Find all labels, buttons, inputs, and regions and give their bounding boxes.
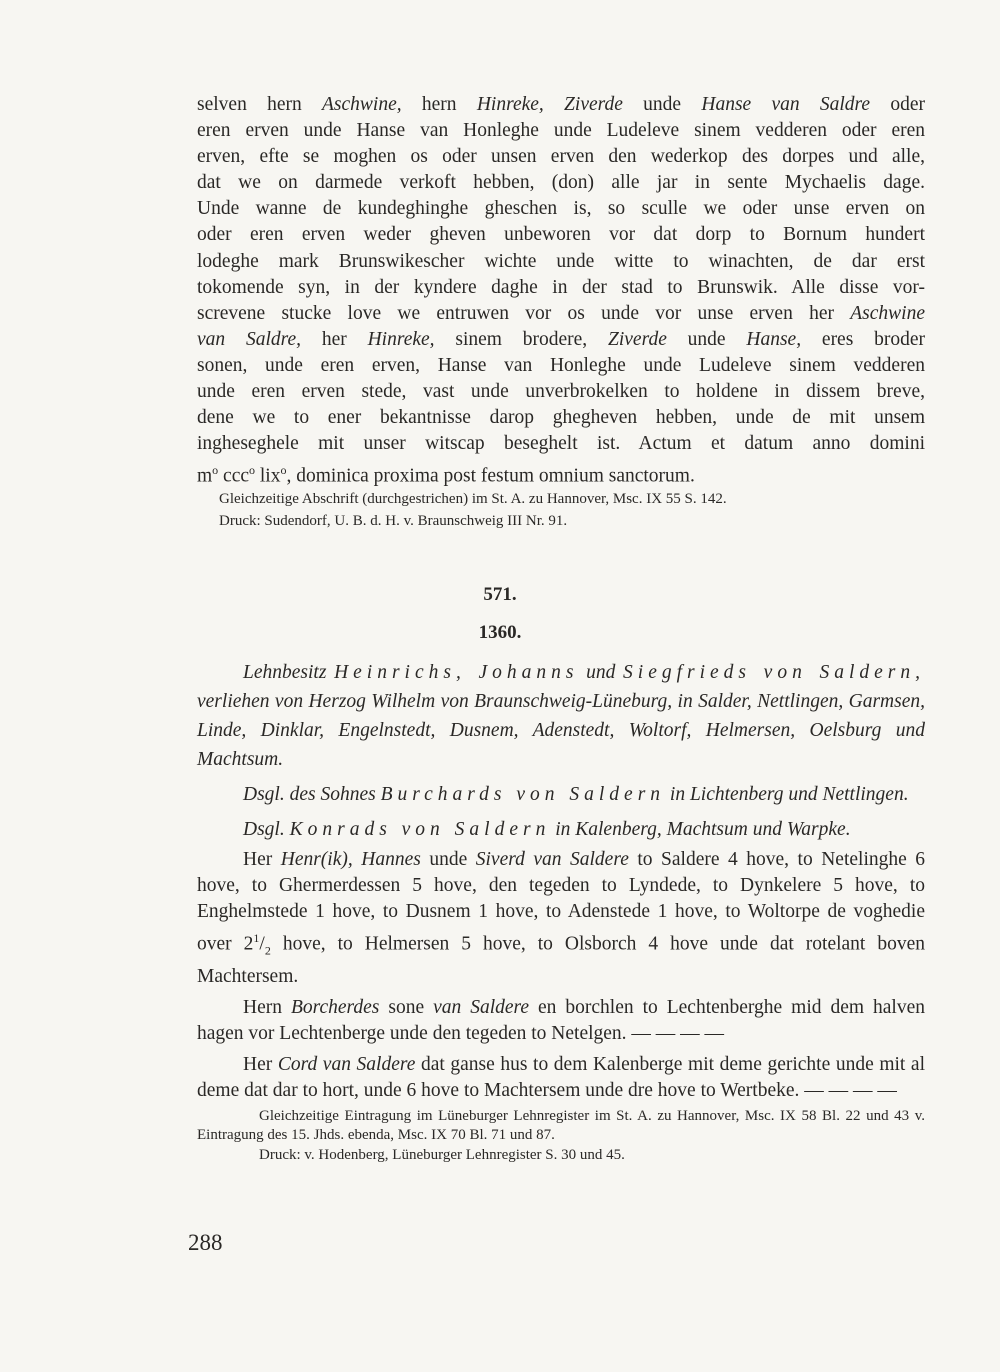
spaced-name: Heinrichs, Johanns — [334, 662, 579, 683]
continuation-text — [197, 92, 925, 490]
superscript: 1 — [253, 931, 260, 946]
entry-paragraph-3: Her Cord van Saldere dat ganse hus to dem Kalenberge mit deme gerichte unde mit al deme dat dar to hort, unde 6 hove to Machtersem unde dre hove to Wertbeke. — — — — — [197, 1054, 925, 1102]
text-line: tokomende syn, in der kyndere daghe in der stad to Brunswik. Alle disse vor- — [197, 276, 925, 298]
italic-text: Aschwine, — [322, 94, 402, 115]
entry-number: 571. — [483, 584, 517, 605]
italic-text: van Saldre, — [197, 328, 302, 350]
italic-text: Siverd van Saldere — [475, 849, 629, 870]
text-line: dene we to ener bekantnisse darop ghegheven hebben, unde de mit unsem — [197, 407, 925, 429]
text-line: van Saldre, her Hinreke, sinem brodere, Ziverde unde Hanse, eres broder — [197, 328, 926, 350]
text-line: oder eren erven weder gheven unbeworen vor dat dorp to Bornum hundert — [197, 224, 925, 246]
italic-text: Lehnbesitz — [243, 662, 335, 683]
italic-text: Ziverde — [608, 328, 667, 350]
text-line: unde eren erven stede, vast unde unverbrokelken to holdene in dissem breve, — [197, 381, 925, 403]
text-line: $m^o$ ccc$^o$ lix$^o$, dominica proxima post festum omnium sanctorum. — [197, 463, 695, 487]
regest-heading-3 — [197, 815, 925, 844]
entry-year: 1360. — [478, 622, 522, 643]
text-line: ingheseghele mit unser witscap beseghelt ist. Actum et datum anno domini — [197, 433, 925, 455]
italic-text: Henr(ik), Hannes — [280, 849, 421, 870]
continuation-body — [197, 92, 925, 490]
superscript: o — [212, 463, 219, 478]
italic-text: van Saldere — [433, 996, 530, 1018]
text-line: selven hern Aschwine, hern Hinreke, Ziverde unde Hanse van Saldre oder — [197, 94, 925, 115]
continuation-sources — [197, 489, 925, 532]
text-line: sonen, unde eren erven, Hanse van Honleghe unde Ludeleve sinem vedderen — [197, 354, 925, 376]
superscript: o — [280, 463, 287, 478]
print-note: Druck: Sudendorf, U. B. d. H. v. Braunschweig III Nr. 91. — [219, 512, 568, 529]
italic-text: Hinreke, Ziverde — [476, 94, 623, 115]
superscript: o — [249, 463, 256, 478]
italic-text: verliehen von Herzog Wilhelm von Braunschweig-Lüneburg, in Salder, Nettlingen, Garmsen, Linde, Dinklar, Engelnstedt, Dusnem, Adenstedt, Woltorf, Helmersen, Oelsburg und Machtsum. — [197, 691, 925, 770]
regest-heading-1 — [197, 658, 925, 774]
text-line: eren erven unde Hanse van Honleghe unde Ludeleve sinem vedderen oder eren — [197, 120, 925, 142]
entry-print-note: Druck: v. Hodenberg, Lüneburger Lehnregister S. 30 und 45. — [259, 1147, 625, 1164]
regest-heading-2 — [197, 780, 925, 809]
spaced-name: Konrads von Saldern — [289, 819, 551, 840]
italic-text: Dsgl. des Sohnes — [243, 784, 381, 805]
italic-text: Borcherdes — [290, 996, 380, 1018]
page-number: 288 — [188, 1230, 223, 1255]
italic-text: Dsgl. — [243, 819, 290, 840]
entry-source-note: Gleichzeitige Eintragung im Lüneburger Lehnregister im St. A. zu Hannover, Msc. IX 58 Bl. 22 und 43 v. Eintragung des 15. Jhds. ebenda, Msc. IX 70 Bl. 71 und 87. — [197, 1108, 925, 1144]
text-line: Unde wanne de kundeghinghe gheschen is, so sculle we oder unse erven on — [197, 198, 925, 220]
entry-paragraph-1: Her Henr(ik), Hannes unde Siverd van Saldere to Saldere 4 hove, to Netelinghe 6 hove, to Ghermerdessen 5 hove, den tegeden to Lyndede, to Dynkelere 5 hove, to Enghelmstede 1 hove, to Dusnem 1 hove, to Adenstede 1 hove, to Woltorpe de voghedie over $2^1/_2$ hove, to Helmersen 5 hove, to Olsborch 4 hove unde dat rotelant boven Machtersem. — [197, 849, 926, 987]
italic-text: Cord van Saldere — [277, 1054, 416, 1076]
source-note: Gleichzeitige Abschrift (durchgestrichen) im St. A. zu Hannover, Msc. IX 55 S. 142. — [219, 491, 727, 507]
italic-text: Aschwine — [850, 302, 925, 324]
spaced-name: Siegfrieds von Saldern, — [623, 662, 925, 683]
italic-text: Hinreke, — [367, 328, 435, 350]
text-line: lodeghe mark Brunswikescher wichte unde witte to winachten, de dar erst — [197, 250, 925, 272]
italic-text: Hanse van Saldre — [701, 94, 871, 115]
entry-paragraph-2: Hern Borcherdes sone van Saldere en borchlen to Lechtenberghe mid dem halven hagen vor Lechtenberge unde den tegeden to Netelgen. — — — — — [197, 996, 925, 1044]
text-line: dat we on darmede verkoft hebben, (don) alle jar in sente Mychaelis dage. — [197, 172, 925, 194]
italic-text: in Kalenberg, Machtsum und Warpke. — [550, 819, 851, 840]
spaced-name: Burchards von Saldern — [380, 784, 666, 805]
entry-regest — [197, 658, 925, 1166]
text-line: erven, efte se moghen os oder unsen erven den wederkop des dorpes und alle, — [197, 146, 925, 168]
italic-text: in Lichtenberg und Nettlingen. — [665, 784, 909, 805]
text-line: screvene stucke love we entruwen vor os unde vor unse erven her Aschwine — [197, 302, 925, 324]
subscript: 2 — [264, 943, 271, 958]
italic-text: und — [578, 662, 624, 683]
italic-text: Hanse, — [746, 328, 802, 350]
